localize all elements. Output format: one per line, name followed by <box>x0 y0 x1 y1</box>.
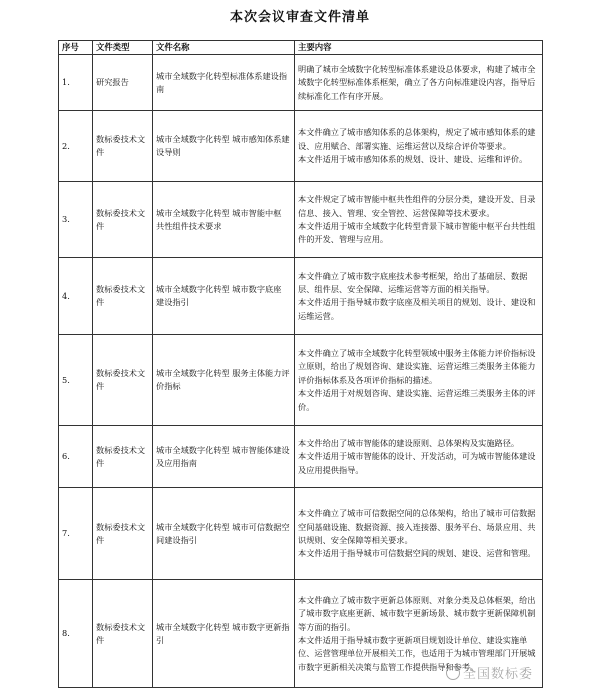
review-file-table <box>58 40 543 688</box>
table-row <box>59 182 543 258</box>
row-no: 6. <box>59 426 93 488</box>
content-paragraph: 本文件确立了城市全域数字化转型领域中服务主体能力评价指标设立原则，给出了规划咨询、建设实施、运营运维三类服务主体能力评价指标体系及各项评价指标的描述。 <box>298 347 536 385</box>
row-name: 城市全域数字化转型标准体系建设指南 <box>153 55 295 111</box>
header-name: 文件名称 <box>153 41 295 55</box>
row-type: 数标委技术文件 <box>93 335 153 426</box>
content-paragraph: 本文件适用于城市智能体的设计、开发活动，可为城市智能体建设及应用提供指导。 <box>298 451 536 475</box>
wechat-logo-icon <box>446 666 460 680</box>
row-name: 城市全域数字化转型 服务主体能力评价指标 <box>153 335 295 426</box>
content-paragraph: 本文件适用于指导城市数字更新项目规划设计单位、建设实施单位、运营管理单位开展相关工作，也适用于为城市管理部门开展城市数字更新相关决策与监管工作提供指导和参考。 <box>298 634 536 672</box>
row-type: 数标委技术文件 <box>93 580 153 688</box>
row-no: 1. <box>59 55 93 111</box>
content-paragraph: 本文件适用于指导城市可信数据空间的规划、建设、运营和管理。 <box>298 548 536 559</box>
row-no: 7. <box>59 488 93 580</box>
content-paragraph: 本文件适用于城市全域数字化转型背景下城市智能中枢平台共性组件的开发、管理与应用。 <box>298 220 536 245</box>
row-name: 城市全域数字化转型 城市智能体建设及应用指南 <box>153 426 295 488</box>
row-content <box>295 258 543 335</box>
row-type: 数标委技术文件 <box>93 488 153 580</box>
row-name: 城市全域数字化转型 城市数字底座 建设指引 <box>153 258 295 335</box>
row-name: 城市全域数字化转型 城市感知体系建设导则 <box>153 111 295 182</box>
header-type: 文件类型 <box>93 41 153 55</box>
table-row <box>59 55 543 111</box>
row-no: 3. <box>59 182 93 258</box>
content-paragraph: 本文件确立了城市感知体系的总体架构，规定了城市感知体系的建设、应用赋合、部署实施、运维运营以及综合评价等要求。 <box>298 127 536 151</box>
row-content <box>295 426 543 488</box>
table-row <box>59 111 543 182</box>
content-paragraph: 本文件确立了城市数字底座技术参考框架，给出了基础层、数据层、组件层、安全保障、运维运营等方面的相关指导。 <box>298 270 528 294</box>
table-row <box>59 488 543 580</box>
row-type: 研究报告 <box>93 55 153 111</box>
content-paragraph: 本文件适用于对规划咨询、建设实施、运营运维三类服务主体的评价。 <box>298 388 536 412</box>
row-no: 4. <box>59 258 93 335</box>
row-name: 城市全域数字化转型 城市数字更新指引 <box>153 580 295 688</box>
row-name: 城市全域数字化转型 城市智能中枢 共性组件技术要求 <box>153 182 295 258</box>
content-paragraph: 本文件确立了城市可信数据空间的总体架构，给出了城市可信数据空间基础设施、数据资源、接入连接器、服务平台、场景应用、共识规则、安全保障等相关要求。 <box>298 508 536 545</box>
row-content <box>295 55 543 111</box>
table-header-row <box>59 41 543 55</box>
table-row <box>59 258 543 335</box>
row-content <box>295 182 543 258</box>
header-no: 序号 <box>59 41 93 55</box>
row-type: 数标委技术文件 <box>93 426 153 488</box>
row-type: 数标委技术文件 <box>93 258 153 335</box>
watermark-text: 全国数标委 <box>463 667 534 682</box>
content-paragraph: 本文件适用于城市感知体系的规划、设计、建设、运维和评价。 <box>298 154 528 165</box>
row-content <box>295 488 543 580</box>
watermark <box>446 663 533 682</box>
row-name: 城市全域数字化转型 城市可信数据空间建设指引 <box>153 488 295 580</box>
row-type: 数标委技术文件 <box>93 111 153 182</box>
row-no: 8. <box>59 580 93 688</box>
table-row <box>59 426 543 488</box>
content-paragraph: 本文件给出了城市智能体的建设原则、总体架构及实施路径。 <box>298 437 520 448</box>
content-paragraph: 本文件适用于指导城市数字底座及相关项目的规划、设计、建设和运维运营。 <box>298 297 536 321</box>
row-no: 5. <box>59 335 93 426</box>
content-paragraph: 明确了城市全域数字化转型标准体系建设总体要求，构建了城市全域数字化转型标准体系框架，确立了各方向标准建设内容，指导后续标准化工作有序开展。 <box>298 63 536 101</box>
content-paragraph: 本文件规定了城市智能中枢共性组件的分层分类，建设开发、目录信息、接入、管理、安全管控、运营保障等技术要求。 <box>298 194 536 218</box>
row-content <box>295 111 543 182</box>
header-content: 主要内容 <box>295 41 543 55</box>
row-content <box>295 335 543 426</box>
table-row <box>59 335 543 426</box>
row-type: 数标委技术文件 <box>93 182 153 258</box>
document-title: 本次会议审查文件清单 <box>229 10 370 25</box>
row-no: 2. <box>59 111 93 182</box>
content-paragraph: 本文件确立了城市数字更新总体原则、对象分类及总体框架，给出了城市数字底座更新、城市数字更新场景、城市数字更新保障机制等方面的指引。 <box>298 594 536 632</box>
